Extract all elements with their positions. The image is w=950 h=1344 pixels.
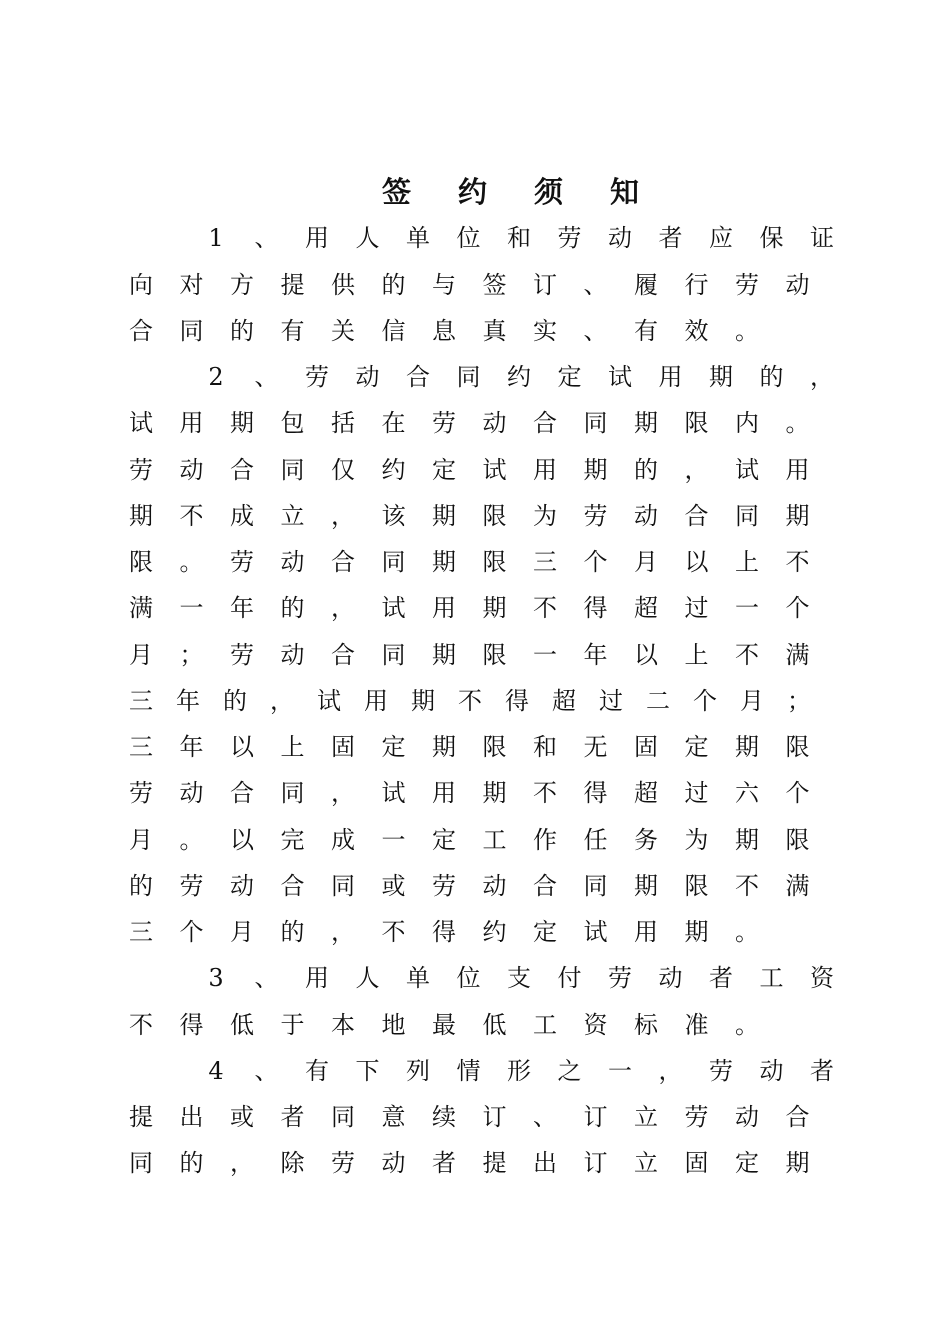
text-char: ， [331,918,355,946]
text-char: 3 [208,964,224,992]
text-char: 低 [230,1011,254,1039]
text-char: 过 [684,594,709,622]
text-char: 定 [381,733,406,761]
text-char: 情 [456,1057,481,1085]
text-char: 有 [305,1057,329,1085]
text-char: 期 [129,502,153,530]
text-char: 为 [533,502,557,530]
text-char: 不 [381,918,406,946]
text-char: 用 [785,456,810,484]
text-char: 人 [355,224,380,252]
text-char: 动 [280,548,305,576]
text-char: ， [658,1057,683,1085]
text-char: 4 [208,1057,224,1085]
text-char: 合 [533,872,557,900]
text-char: 。 [735,918,759,946]
text-char: 劳 [557,224,582,252]
text-char: ， [810,363,834,391]
text-char: 期 [230,409,254,437]
text-char: 限 [482,733,507,761]
text-char: 用 [432,594,456,622]
text-char: 有 [634,317,658,345]
text-char: 年 [583,641,608,669]
text-char: 超 [634,779,658,807]
text-char: 务 [634,826,658,854]
text-char: 以 [634,641,658,669]
text-char: ， [230,1149,254,1177]
text-char: 。 [785,409,810,437]
text-char: 用 [533,456,557,484]
text-char: 实 [533,317,557,345]
text-char: 个 [583,548,608,576]
text-char: 列 [406,1057,430,1085]
text-char: 超 [634,594,658,622]
text-char: 约 [507,363,531,391]
text-char: 方 [230,271,254,299]
text-char: 用 [432,779,456,807]
text-char: 之 [557,1057,582,1085]
text-char: 固 [331,733,355,761]
text-char: 、 [254,964,279,992]
text-char: 的 [280,594,305,622]
text-char: 期 [735,826,759,854]
text-char: 三 [129,733,153,761]
text-char: 得 [583,779,608,807]
text-char: 个 [785,594,810,622]
text-char: 限 [482,641,507,669]
text-char: 月 [230,918,254,946]
text-char: 动 [381,1149,406,1177]
text-char: 。 [179,826,204,854]
text-char: 限 [129,548,153,576]
text-char: 信 [381,317,406,345]
text-char: 提 [129,1103,153,1131]
text-char: 动 [179,456,204,484]
text-char: 下 [355,1057,380,1085]
text-char: 的 [230,317,254,345]
text-char: 证 [810,224,834,252]
text-char: 有 [280,317,305,345]
text-char: 动 [355,363,380,391]
text-char: 对 [179,271,204,299]
text-char: 满 [785,872,810,900]
text-char: 劳 [583,502,608,530]
text-char: 得 [432,918,456,946]
text-char: 试 [583,918,608,946]
text-char: 合 [331,548,355,576]
text-char: 满 [129,594,153,622]
text-char: 定 [432,826,456,854]
text-char: 劳 [129,779,153,807]
text-char: 息 [432,317,456,345]
text-char: 动 [280,641,305,669]
text-char: 同 [331,872,355,900]
text-char: 立 [634,1103,658,1131]
text-char: 不 [785,548,810,576]
text-char: 的 [129,872,153,900]
text-char: 试 [381,594,406,622]
text-char: 的 [759,363,784,391]
text-char: 动 [179,779,204,807]
text-char: 。 [735,1011,759,1039]
text-char: 或 [381,872,406,900]
text-char: 二 [646,687,670,715]
text-char: 与 [432,271,456,299]
text-char: 或 [230,1103,254,1131]
text-char: 保 [759,224,784,252]
text-char: 同 [280,456,305,484]
text-char: 月 [634,548,658,576]
text-char: 劳 [230,641,254,669]
text-char: 限 [684,409,709,437]
text-char: 位 [456,964,481,992]
text-char: ， [331,779,355,807]
text-char: 完 [280,826,305,854]
text-char: 不 [179,502,204,530]
text-char: 准 [684,1011,709,1039]
text-char: 合 [230,456,254,484]
text-char: 同 [129,1149,153,1177]
text-char: 期 [432,548,456,576]
text-char: 用 [658,363,683,391]
text-char: 动 [608,224,632,252]
text-char: 限 [482,548,507,576]
text-char: 工 [533,1011,557,1039]
text-char: 得 [179,1011,204,1039]
text-char: 试 [482,456,507,484]
text-char: 的 [179,1149,204,1177]
text-char: 不 [533,779,557,807]
text-char: 用 [364,687,388,715]
text-char: 和 [507,224,531,252]
text-char: 订 [583,1149,608,1177]
text-char: 在 [381,409,406,437]
text-char: 2 [208,363,224,391]
text-char: 月 [740,687,764,715]
text-char: 动 [482,872,507,900]
text-char: 意 [381,1103,406,1131]
text-char: 期 [432,733,456,761]
text-char: 应 [709,224,733,252]
text-char: 单 [406,964,430,992]
text-char: 六 [735,779,759,807]
text-char: 动 [785,271,810,299]
text-char: 期 [432,502,456,530]
text-char: 出 [179,1103,204,1131]
text-char: 合 [280,872,305,900]
text-char: 上 [684,641,709,669]
text-char: 支 [507,964,531,992]
text-char: 立 [634,1149,658,1177]
text-char: 除 [280,1149,305,1177]
text-char: 过 [599,687,623,715]
text-char: 试 [129,409,153,437]
text-char: 试 [317,687,341,715]
text-char: 合 [331,641,355,669]
text-char: 动 [634,502,658,530]
text-char: 用 [179,409,204,437]
text-char: 付 [557,964,582,992]
text-char: 过 [684,779,709,807]
text-char: 期 [634,409,658,437]
text-char: 期 [482,594,507,622]
text-char: 满 [785,641,810,669]
text-char: 一 [735,594,759,622]
text-char: 个 [785,779,810,807]
text-char: 用 [634,918,658,946]
text-char: 一 [608,1057,632,1085]
text-char: 动 [230,872,254,900]
text-char: 同 [280,779,305,807]
text-char: 1 [208,224,224,252]
text-char: 同 [381,641,406,669]
text-char: 定 [735,1149,759,1177]
text-char: 期 [684,918,709,946]
text-char: 续 [432,1103,456,1131]
text-char: 资 [583,1011,608,1039]
text-char: 的 [223,687,247,715]
text-char: 低 [482,1011,507,1039]
text-char: 的 [280,918,305,946]
text-char: 动 [482,409,507,437]
text-char: 供 [331,271,355,299]
text-char: 期 [735,733,759,761]
text-char: 期 [432,641,456,669]
text-char: 、 [583,271,608,299]
text-char: 定 [557,363,582,391]
text-char: 提 [482,1149,507,1177]
text-char: 期 [785,502,810,530]
text-char: 内 [735,409,759,437]
text-char: 期 [482,779,507,807]
text-char: 年 [230,594,254,622]
text-char: 劳 [735,271,759,299]
text-char: 用 [305,964,329,992]
text-char: 期 [411,687,435,715]
document-title: 签约须知 [382,175,687,209]
text-char: 无 [583,733,608,761]
text-char: 劳 [179,872,204,900]
text-char: 劳 [331,1149,355,1177]
text-char: 定 [533,918,557,946]
text-char: 人 [355,964,380,992]
text-char: 最 [432,1011,456,1039]
text-char: ， [270,687,294,715]
text-char: 期 [583,456,608,484]
text-char: 标 [634,1011,658,1039]
text-char: 成 [230,502,254,530]
text-char: 的 [634,456,658,484]
text-char: 任 [583,826,608,854]
text-char: 订 [482,1103,507,1131]
text-char: 不 [533,594,557,622]
text-char: 本 [331,1011,355,1039]
text-char: 成 [331,826,355,854]
text-char: 位 [456,224,481,252]
text-char: 动 [658,964,683,992]
text-char: 上 [735,548,759,576]
text-char: 合 [684,502,709,530]
text-char: 定 [684,733,709,761]
text-char: 合 [785,1103,810,1131]
text-char: 个 [693,687,717,715]
text-char: 提 [280,271,305,299]
text-char: 劳 [684,1103,709,1131]
text-char: 年 [176,687,200,715]
text-char: 、 [583,317,608,345]
text-char: 期 [785,1149,810,1177]
text-char: 合 [533,409,557,437]
text-char: 限 [785,733,810,761]
text-char: 限 [482,502,507,530]
text-char: 劳 [709,1057,733,1085]
text-char: 订 [583,1103,608,1131]
text-char: 限 [785,826,810,854]
text-char: 出 [533,1149,557,1177]
text-char: 期 [634,872,658,900]
text-char: 约 [482,918,507,946]
text-char: 固 [684,1149,709,1177]
text-char: ， [684,456,709,484]
text-char: 作 [533,826,557,854]
text-char: 者 [658,224,683,252]
text-char: 包 [280,409,305,437]
text-char: 。 [735,317,759,345]
text-char: 不 [458,687,482,715]
text-char: 同 [583,872,608,900]
text-char: 劳 [432,872,456,900]
text-char: 劳 [305,363,329,391]
text-char: 立 [280,502,305,530]
text-char: 该 [381,502,406,530]
text-char: 、 [254,363,279,391]
text-char: 试 [608,363,632,391]
text-char: 订 [533,271,557,299]
text-char: 动 [735,1103,759,1131]
text-char: 同 [735,502,759,530]
text-char: 限 [684,872,709,900]
text-char: 以 [230,733,254,761]
text-char: 工 [759,964,784,992]
text-char: 、 [254,1057,279,1085]
text-char: 劳 [608,964,632,992]
text-char: 单 [406,224,430,252]
text-char: 上 [280,733,305,761]
text-char: 同 [179,317,204,345]
text-char: ； [179,641,204,669]
text-char: 形 [507,1057,531,1085]
text-char: 地 [381,1011,406,1039]
text-char: 签 [482,271,507,299]
text-char: 者 [709,964,733,992]
text-char: 试 [735,456,759,484]
text-char: 同 [456,363,481,391]
text-char: ， [331,594,355,622]
text-char: 年 [179,733,204,761]
text-char: 定 [432,456,456,484]
text-char: 期 [709,363,733,391]
text-char: 和 [533,733,557,761]
text-char: 履 [634,271,658,299]
text-char: 三 [129,918,153,946]
text-char: 括 [331,409,355,437]
text-char: 合 [129,317,153,345]
text-char: 行 [684,271,709,299]
text-char: 合 [230,779,254,807]
text-char: 同 [331,1103,355,1131]
text-char: 一 [381,826,406,854]
text-char: 向 [129,271,153,299]
text-char: 者 [280,1103,305,1131]
text-char: 固 [634,733,658,761]
text-char: 、 [254,224,279,252]
text-char: 资 [810,964,834,992]
text-char: 的 [381,271,406,299]
text-char: 个 [179,918,204,946]
text-char: 一 [533,641,557,669]
text-char: 劳 [129,456,153,484]
text-char: 以 [230,826,254,854]
text-char: 同 [381,548,406,576]
text-char: 一 [179,594,204,622]
text-char: 三 [533,548,557,576]
text-char: 以 [684,548,709,576]
text-char: 。 [179,548,204,576]
text-char: 效 [684,317,709,345]
text-char: 用 [305,224,329,252]
text-char: 三 [129,687,153,715]
text-char: 于 [280,1011,305,1039]
text-char: ； [787,687,811,715]
text-char: 仅 [331,456,355,484]
text-char: ， [331,502,355,530]
text-char: 者 [432,1149,456,1177]
text-char: 试 [381,779,406,807]
text-char: 真 [482,317,507,345]
text-char: 劳 [230,548,254,576]
text-char: 月 [129,641,153,669]
text-char: 合 [406,363,430,391]
text-char: 工 [482,826,507,854]
text-char: 不 [129,1011,153,1039]
text-char: 者 [810,1057,834,1085]
text-char: 不 [735,872,759,900]
text-char: 超 [552,687,576,715]
text-char: 不 [735,641,759,669]
text-char: 得 [505,687,529,715]
text-char: 约 [381,456,406,484]
text-char: 、 [533,1103,557,1131]
text-char: 同 [583,409,608,437]
text-char: 月 [129,826,153,854]
text-char: 得 [583,594,608,622]
text-char: 动 [759,1057,784,1085]
text-char: 关 [331,317,355,345]
text-char: 劳 [432,409,456,437]
text-char: 为 [684,826,709,854]
